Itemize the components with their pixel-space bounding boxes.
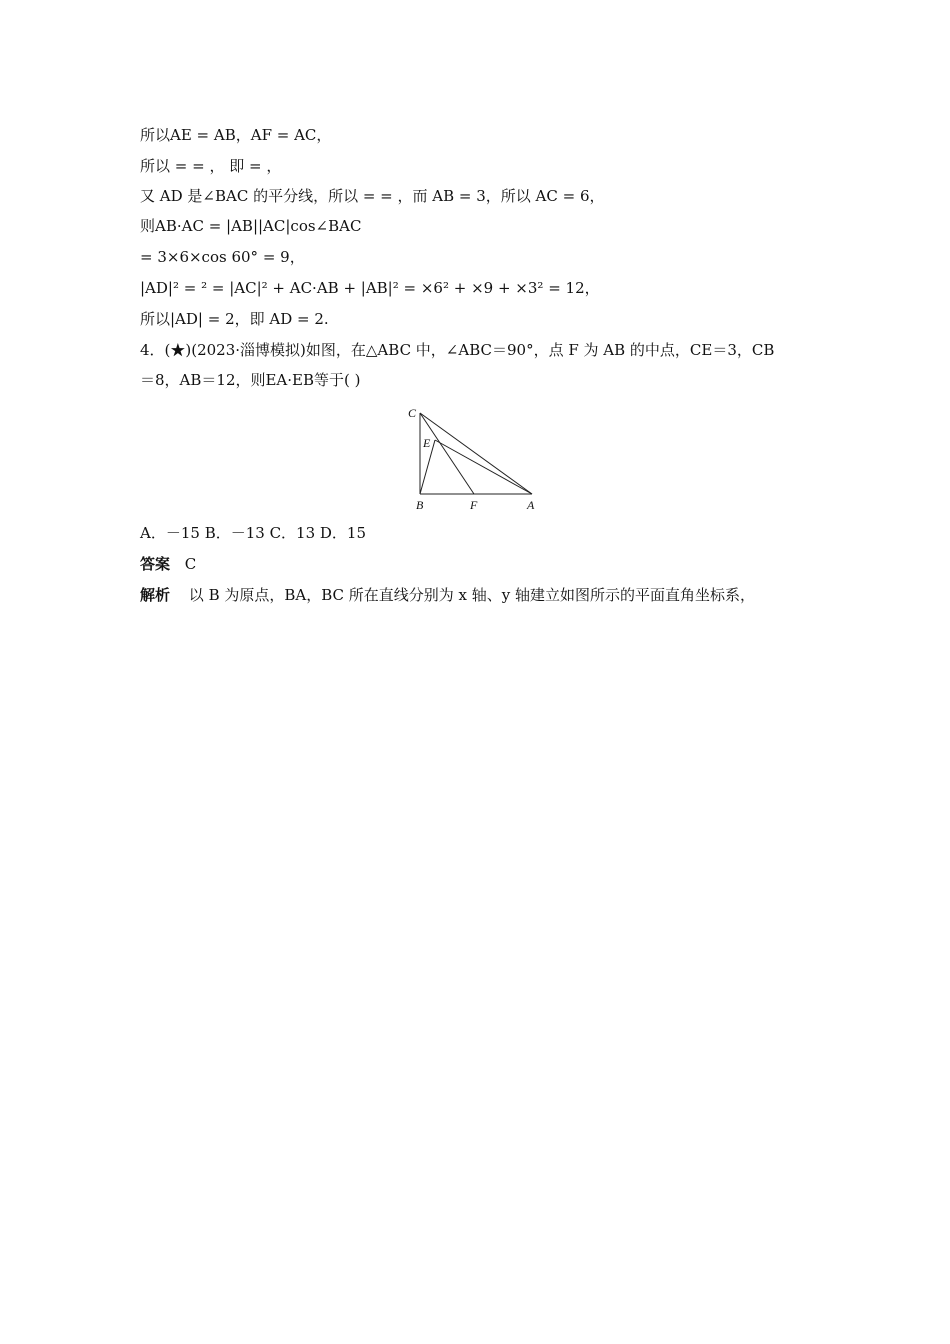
segment-ca bbox=[420, 413, 532, 494]
label-f: F bbox=[470, 498, 478, 512]
question-4-line-2: ＝8，AB＝12，则EA·EB等于( ) bbox=[140, 371, 361, 389]
analysis-text: 以 B 为原点，BA，BC 所在直线分别为 x 轴、y 轴建立如图所示的平面直角坐标系， bbox=[188, 586, 755, 604]
solution-line-5: = 3×6×cos 60° = 9， bbox=[140, 248, 305, 266]
answer-line bbox=[140, 554, 196, 574]
question-4-line-1: 4．(★)(2023·淄博模拟)如图，在△ABC 中，∠ABC＝90°，点 F 为 AB 的中点，CE＝3，CB bbox=[140, 341, 775, 359]
answer-options: A．－15 B．－13 C．13 D．15 bbox=[140, 524, 367, 542]
label-e: E bbox=[423, 436, 431, 450]
solution-line-7: 所以|AD| = 2，即 AD = 2. bbox=[140, 310, 329, 328]
segment-cf bbox=[420, 413, 474, 494]
solution-line-3: 又 AD 是∠BAC 的平分线，所以 = = ，而 AB = 3，所以 AC = 6， bbox=[140, 187, 605, 205]
solution-line-4: 则AB·AC = |AB||AC|cos∠BAC bbox=[140, 217, 362, 235]
triangle-figure bbox=[400, 402, 545, 514]
label-b: B bbox=[416, 498, 424, 512]
solution-line-2: 所以 = = ， 即 = ， bbox=[140, 157, 282, 175]
analysis-label: 解析 bbox=[140, 586, 171, 604]
analysis-line bbox=[140, 585, 755, 605]
answer-value: C bbox=[184, 555, 197, 573]
segment-ea bbox=[435, 440, 532, 494]
label-c: C bbox=[408, 406, 417, 420]
solution-line-6: |AD|² = ² = |AC|² + AC·AB + |AB|² = ×6² + ×9 + ×3² = 12， bbox=[140, 279, 600, 297]
solution-line-1: 所以AE = AB，AF = AC， bbox=[140, 126, 332, 144]
label-a: A bbox=[527, 498, 535, 512]
answer-label: 答案 bbox=[140, 555, 171, 573]
